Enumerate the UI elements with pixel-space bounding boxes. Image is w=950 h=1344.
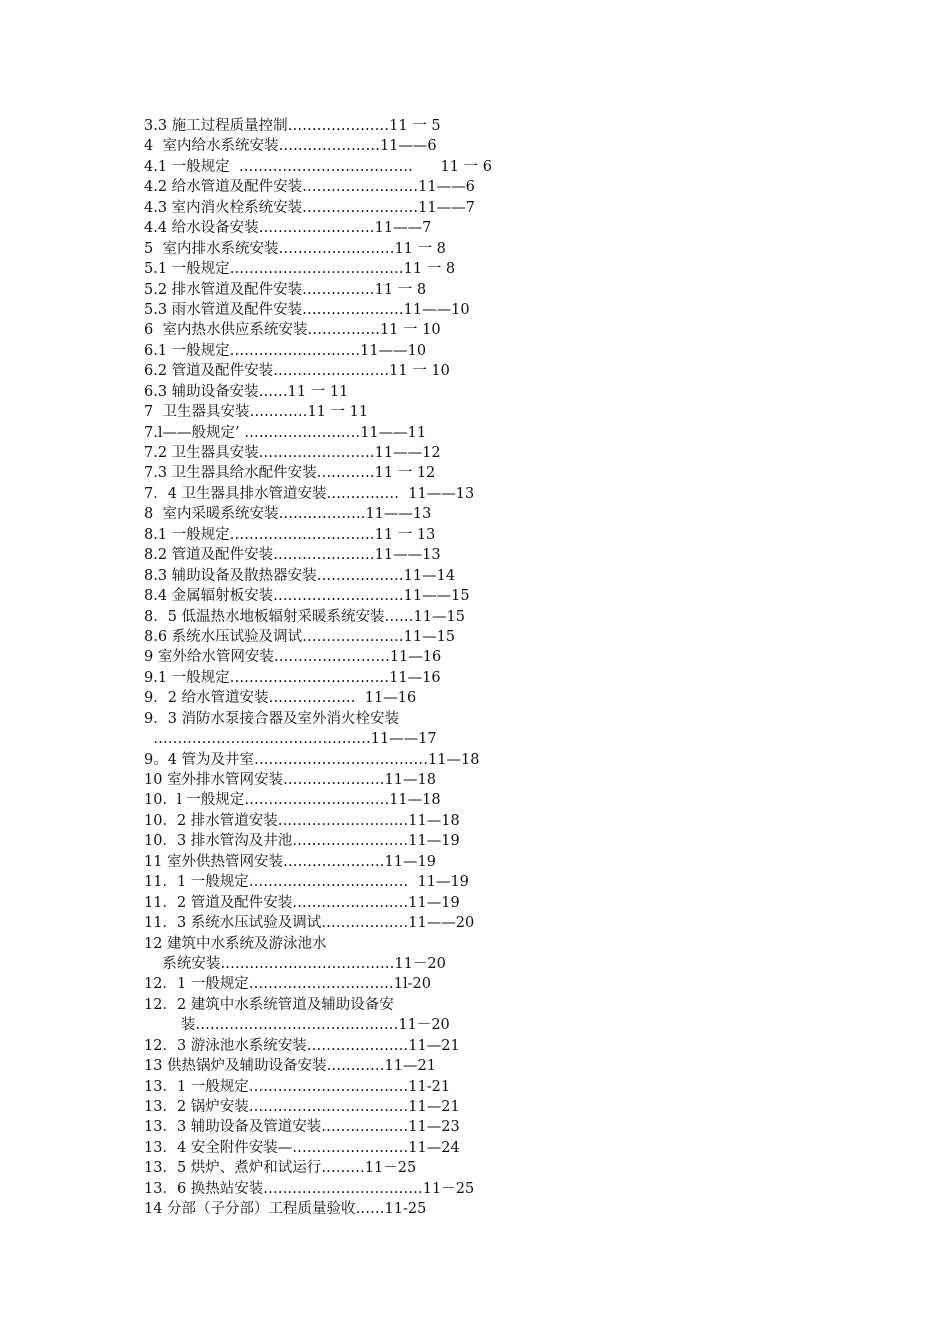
toc-line[interactable]: 13．4 安全附件安装—……………………11—24	[144, 1139, 460, 1156]
table-of-contents	[144, 116, 844, 1220]
toc-line[interactable]: 9。4 管为及井室………………………………11—18	[144, 751, 480, 768]
toc-line[interactable]: 8.6 系统水压试验及调试…………………11—15	[144, 628, 456, 645]
toc-line[interactable]: 4.2 给水管道及配件安装……………………11——6	[144, 179, 475, 196]
toc-line[interactable]: 4 室内给水系统安装…………………11——6	[144, 138, 437, 155]
toc-line[interactable]: 14 分部（子分部）工程质量验收……11-25	[144, 1201, 427, 1218]
toc-line[interactable]: 13．1 一般规定……………………………11-21	[144, 1078, 451, 1095]
toc-line[interactable]: 3.3 施工过程质量控制…………………11 一 5	[144, 118, 441, 134]
toc-line[interactable]: 8 室内采暖系统安装………………11——13	[144, 506, 432, 523]
toc-line[interactable]: 10 室外排水管网安装…………………11—18	[144, 772, 436, 788]
toc-line[interactable]: 8.2 管道及配件安装…………………11——13	[144, 547, 441, 564]
toc-line[interactable]: 13．5 烘炉、煮炉和试运行………11－25	[144, 1160, 417, 1177]
toc-line[interactable]: 13．6 换热站安装……………………………11－25	[144, 1180, 475, 1197]
toc-line[interactable]: 13 供热锅炉及辅助设备安装…………11—21	[144, 1058, 436, 1075]
toc-line[interactable]: 装……………………………………11－20	[144, 1017, 450, 1034]
toc-line[interactable]: 11 室外供热管网安装…………………11—19	[144, 853, 436, 870]
toc-line[interactable]: 7.3 卫生器具给水配件安装…………11 一 12	[144, 465, 436, 482]
toc-line[interactable]: 12 建筑中水系统及游泳池水	[144, 935, 327, 952]
toc-line[interactable]: 9 室外给水管网安装……………………11—16	[144, 649, 442, 666]
toc-line[interactable]: 11．3 系统水压试验及调试………………11——20	[144, 915, 475, 932]
toc-line[interactable]: 5.3 雨水管道及配件安装…………………11——10	[144, 301, 470, 318]
toc-line[interactable]: 5 室内排水系统安装……………………11 一 8	[144, 240, 446, 257]
toc-line[interactable]: 6.2 管道及配件安装……………………11 一 10	[144, 363, 450, 380]
toc-line[interactable]: 7.2 卫生器具安装……………………11——12	[144, 445, 441, 461]
toc-line[interactable]: 6 室内热水供应系统安装……………11 一 10	[144, 322, 441, 339]
toc-line[interactable]: 8.1 一般规定…………………………11 一 13	[144, 526, 436, 543]
toc-line[interactable]: 10．3 排水管沟及井池……………………11—19	[144, 833, 460, 850]
toc-line[interactable]: 12．3 游泳池水系统安装…………………11—21	[144, 1037, 460, 1054]
toc-line[interactable]: 11．1 一般规定…………………………… 11—19	[144, 874, 469, 891]
toc-line[interactable]: 系统安装………………………………11－20	[144, 955, 446, 972]
toc-line[interactable]: 10．l 一般规定…………………………11—18	[144, 792, 441, 809]
toc-line[interactable]: 5.2 排水管道及配件安装……………11 一 8	[144, 281, 427, 298]
toc-line[interactable]: 8．5 低温热水地板辐射采暖系统安装……11—15	[144, 608, 465, 625]
toc-line[interactable]: 12．2 建筑中水系统管道及辅助设备安	[144, 996, 394, 1013]
toc-line[interactable]: ………………………………………11——17	[144, 731, 437, 748]
toc-line[interactable]: 7 卫生器具安装…………11 一 11	[144, 404, 369, 421]
toc-line[interactable]: 13．2 锅炉安装……………………………11—21	[144, 1099, 460, 1115]
toc-line[interactable]: 12．1 一般规定…………………………1l-20	[144, 976, 431, 993]
toc-line[interactable]: 8.4 金属辐射板安装………………………11——15	[144, 588, 470, 605]
toc-line[interactable]: 6.3 辅助设备安装……11 一 11	[144, 383, 349, 400]
toc-line[interactable]: 13．3 辅助设备及管道安装………………11—23	[144, 1119, 460, 1136]
toc-line[interactable]: 4.1 一般规定 ……………………………… 11 一 6	[144, 158, 492, 175]
toc-line[interactable]: 6.1 一般规定………………………11——10	[144, 342, 427, 359]
toc-line[interactable]: 8.3 辅助设备及散热器安装………………11—14	[144, 567, 456, 584]
toc-line[interactable]: 11．2 管道及配件安装……………………11—19	[144, 894, 460, 911]
toc-line[interactable]: 4.3 室内消火栓系统安装……………………11——7	[144, 199, 475, 216]
toc-line[interactable]: 10．2 排水管道安装………………………11—18	[144, 812, 460, 829]
toc-line[interactable]: 9.1 一般规定……………………………11—16	[144, 669, 441, 686]
toc-line[interactable]: 7．4 卫生器具排水管道安装…………… 11——13	[144, 485, 475, 502]
toc-line[interactable]: 9．2 给水管道安装……………… 11—16	[144, 690, 417, 707]
toc-line[interactable]: 4.4 给水设备安装……………………11——7	[144, 220, 432, 237]
toc-line[interactable]: 5.1 一般规定………………………………11 一 8	[144, 261, 456, 278]
toc-line[interactable]: 9．3 消防水泵接合器及室外消火栓安装	[144, 710, 400, 727]
toc-line[interactable]: 7.l——般规定’ ……………………11——11	[144, 424, 427, 441]
